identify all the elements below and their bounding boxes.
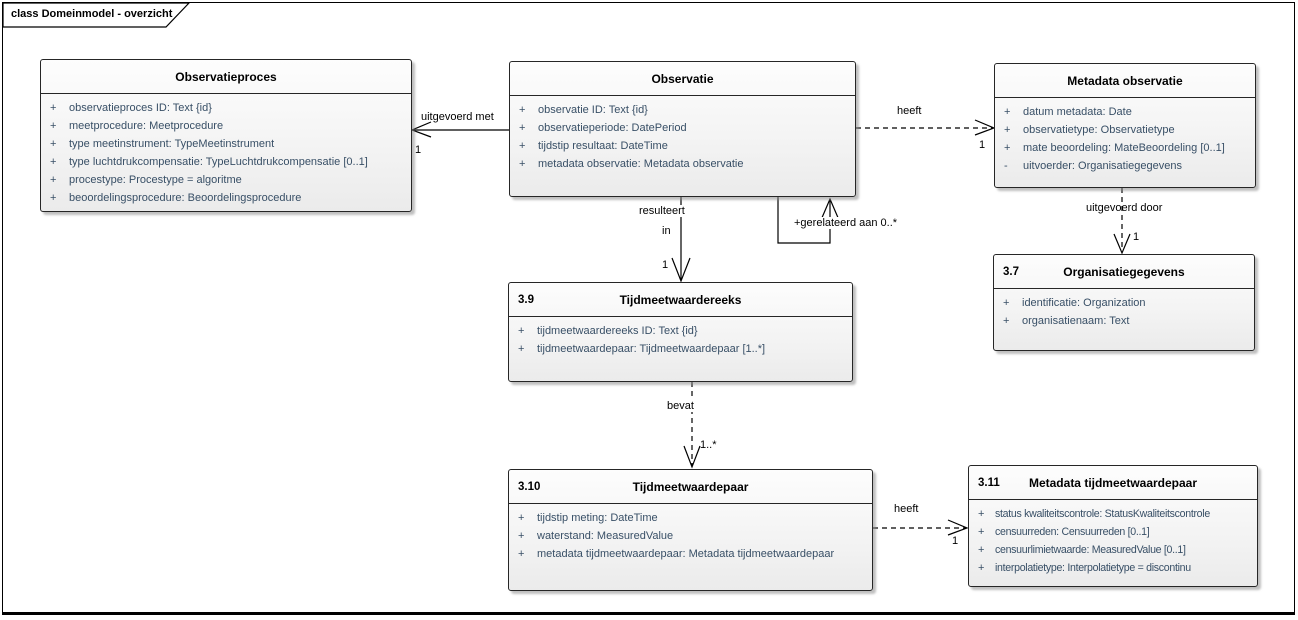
class-observatieproces-title: Observatieproces — [175, 69, 277, 84]
class-metadata-observatie[interactable] — [994, 63, 1256, 188]
attribute-row — [41, 171, 411, 189]
class-observatie[interactable] — [509, 61, 856, 197]
class-tijdmeetwaardereeks[interactable] — [508, 282, 853, 382]
label-uitgevoerd-met: uitgevoerd met — [421, 111, 494, 123]
attribute-row — [510, 137, 855, 155]
label-heeft-tijdmeetwaardepaar: heeft — [894, 503, 919, 515]
attribute-visibility: + — [978, 562, 985, 574]
class-organisatiegegevens[interactable] — [993, 254, 1255, 351]
attribute-visibility: + — [978, 544, 985, 556]
attribute-row — [969, 505, 1257, 523]
multiplicity-bevat: 1..* — [700, 439, 717, 451]
attribute-visibility: + — [519, 158, 526, 170]
attribute-text: tijdstip resultaat: DateTime — [538, 140, 668, 152]
class-metadata-observatie-header — [995, 64, 1255, 98]
attribute-text: observatietype: Observatietype — [1023, 124, 1175, 136]
class-metadata-observatie-attributes — [995, 98, 1255, 175]
attribute-visibility: + — [1004, 106, 1011, 118]
class-tijdmeetwaardereeks-header — [509, 283, 852, 317]
class-observatieproces[interactable] — [40, 59, 412, 212]
class-tijdmeetwaardepaar-title: Tijdmeetwaardepaar — [632, 479, 749, 494]
multiplicity-heeft-tijdmeetwaardepaar: 1 — [952, 535, 959, 547]
attribute-visibility: + — [50, 120, 57, 132]
attribute-row — [994, 294, 1254, 312]
class-organisatiegegevens-title: Organisatiegegevens — [1063, 264, 1185, 279]
attribute-text: observatieperiode: DatePeriod — [538, 122, 687, 134]
attribute-visibility: + — [518, 343, 525, 355]
attribute-text: metadata tijdmeetwaardepaar: Metadata tijdmeetwaardepaar — [537, 548, 835, 560]
class-tijdmeetwaardepaar[interactable] — [508, 469, 873, 591]
attribute-row — [995, 139, 1255, 157]
attribute-text: tijdstip meting: DateTime — [537, 512, 658, 524]
attribute-row — [969, 541, 1257, 559]
multiplicity-heeft-observatie: 1 — [979, 139, 986, 151]
class-tijdmeetwaardepaar-attributes — [509, 504, 872, 563]
connector-heeft-observatie — [856, 120, 994, 135]
attribute-row — [994, 312, 1254, 330]
attribute-text: datum metadata: Date — [1023, 106, 1132, 118]
attribute-text: mate beoordeling: MateBeoordeling [0..1] — [1023, 142, 1225, 154]
class-observatieproces-header — [41, 60, 411, 94]
attribute-text: waterstand: MeasuredValue — [537, 530, 674, 542]
class-metadata-tijdmeetwaardepaar-attributes — [969, 500, 1257, 577]
attribute-row — [995, 157, 1255, 175]
class-tijdmeetwaardepaar-header — [509, 470, 872, 504]
attribute-visibility: + — [50, 192, 57, 204]
attribute-text: tijdmeetwaardereeks ID: Text {id} — [537, 325, 698, 337]
connector-heeft-tijdmeetwaardepaar — [873, 520, 967, 535]
class-observatie-attributes — [510, 96, 855, 173]
attribute-visibility: + — [519, 140, 526, 152]
class-tijdmeetwaardereeks-title: Tijdmeetwaardereeks — [619, 292, 742, 307]
attribute-visibility: + — [518, 548, 525, 560]
class-metadata-tijdmeetwaardepaar-title: Metadata tijdmeetwaardepaar — [1028, 475, 1198, 490]
class-observatie-title: Observatie — [651, 71, 714, 86]
attribute-visibility: + — [50, 156, 57, 168]
class-organisatiegegevens-number: 3.7 — [1003, 265, 1019, 278]
label-heeft-observatie: heeft — [897, 105, 922, 117]
attribute-row — [509, 322, 852, 340]
attribute-row — [509, 527, 872, 545]
attribute-visibility: + — [518, 512, 525, 524]
attribute-text: organisatienaam: Text — [1022, 315, 1130, 327]
attribute-visibility: + — [978, 526, 985, 538]
diagram-title: class Domeinmodel - overzicht — [11, 8, 173, 20]
class-tijdmeetwaardereeks-number: 3.9 — [518, 293, 534, 306]
attribute-visibility: + — [50, 174, 57, 186]
class-tijdmeetwaardereeks-attributes — [509, 317, 852, 358]
attribute-row — [41, 99, 411, 117]
attribute-row — [41, 117, 411, 135]
attribute-visibility: + — [519, 122, 526, 134]
attribute-visibility: + — [519, 104, 526, 116]
attribute-visibility: + — [978, 508, 985, 520]
attribute-row — [509, 509, 872, 527]
attribute-text: metadata observatie: Metadata observatie — [538, 158, 744, 170]
attribute-text: uitvoerder: Organisatiegegevens — [1023, 160, 1182, 172]
multiplicity-uitgevoerd-met: 1 — [415, 144, 422, 156]
attribute-row — [41, 189, 411, 207]
label-gerelateerd-aan: +gerelateerd aan 0..* — [794, 217, 898, 229]
class-metadata-tijdmeetwaardepaar[interactable] — [968, 465, 1258, 587]
attribute-row — [969, 523, 1257, 541]
class-metadata-observatie-title: Metadata observatie — [1067, 73, 1183, 88]
class-observatie-header — [510, 62, 855, 96]
class-metadata-tijdmeetwaardepaar-number: 3.11 — [978, 476, 1000, 489]
attribute-visibility: + — [518, 325, 525, 337]
attribute-text: beoordelingsprocedure: Beoordelingsprocedure — [69, 192, 302, 204]
connector-uitgevoerd-met — [412, 122, 509, 137]
multiplicity-uitgevoerd-door: 1 — [1133, 231, 1140, 243]
label-uitgevoerd-door: uitgevoerd door — [1086, 202, 1163, 214]
connector-uitgevoerd-door — [1114, 188, 1130, 253]
attribute-text: interpolatietype: Interpolatietype = discontinu — [995, 562, 1191, 574]
attribute-text: censuurreden: Censuurreden [0..1] — [995, 526, 1150, 538]
attribute-row — [510, 119, 855, 137]
attribute-row — [969, 559, 1257, 577]
label-resulteert-in: in — [662, 225, 671, 237]
attribute-row — [995, 121, 1255, 139]
attribute-text: tijdmeetwaardepaar: Tijdmeetwaardepaar [1..*] — [537, 343, 766, 355]
attribute-text: type meetinstrument: TypeMeetinstrument — [69, 138, 275, 150]
attribute-text: status kwaliteitscontrole: StatusKwaliteitscontrole — [995, 508, 1210, 520]
attribute-text: procestype: Procestype = algoritme — [69, 174, 242, 186]
attribute-text: censuurlimietwaarde: MeasuredValue [0..1] — [995, 544, 1186, 556]
class-observatieproces-attributes — [41, 94, 411, 207]
attribute-row — [41, 135, 411, 153]
attribute-row — [510, 155, 855, 173]
multiplicity-resulteert-in: 1 — [662, 259, 669, 271]
attribute-visibility: + — [518, 530, 525, 542]
connector-bevat — [684, 382, 700, 467]
attribute-visibility: + — [1003, 297, 1010, 309]
attribute-text: identificatie: Organization — [1022, 297, 1146, 309]
class-metadata-tijdmeetwaardepaar-header — [969, 466, 1257, 500]
attribute-visibility: + — [1003, 315, 1010, 327]
label-bevat: bevat — [667, 400, 694, 412]
attribute-row — [510, 101, 855, 119]
attribute-text: observatieproces ID: Text {id} — [69, 102, 212, 114]
attribute-visibility: - — [1004, 160, 1008, 172]
attribute-text: meetprocedure: Meetprocedure — [69, 120, 224, 132]
attribute-visibility: + — [50, 138, 57, 150]
attribute-row — [995, 103, 1255, 121]
attribute-visibility: + — [1004, 124, 1011, 136]
class-organisatiegegevens-header — [994, 255, 1254, 289]
attribute-row — [41, 153, 411, 171]
attribute-visibility: + — [50, 102, 57, 114]
attribute-text: type luchtdrukcompensatie: TypeLuchtdrukcompensatie [0..1] — [69, 156, 368, 168]
attribute-visibility: + — [1004, 142, 1011, 154]
attribute-row — [509, 340, 852, 358]
attribute-text: observatie ID: Text {id} — [538, 104, 648, 116]
attribute-row — [509, 545, 872, 563]
class-organisatiegegevens-attributes — [994, 289, 1254, 330]
label-resulteert: resulteert — [639, 205, 685, 217]
class-tijdmeetwaardepaar-number: 3.10 — [518, 480, 541, 493]
